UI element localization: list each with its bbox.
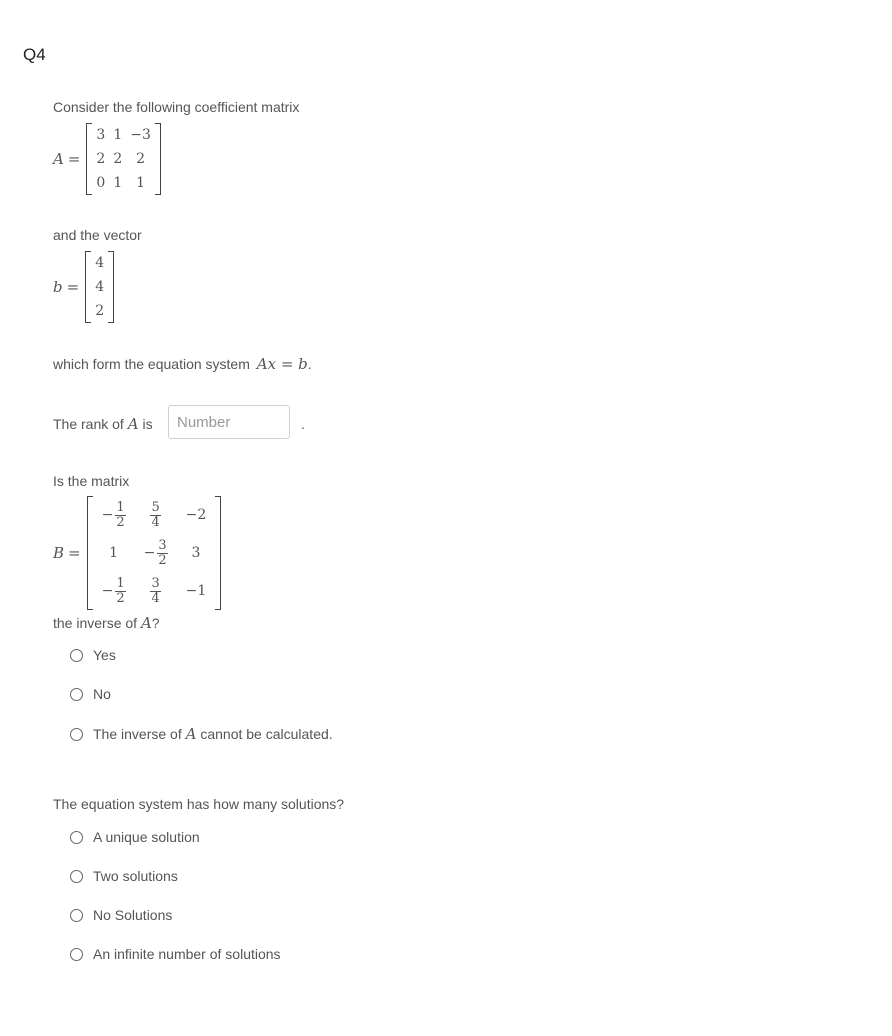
solutions-option-none[interactable] [70,907,172,923]
matrix-B-cell: −2 [185,507,207,523]
matrix-A-cell: 1 [136,175,146,191]
option-label: Two solutions [93,868,178,884]
inverse-option-yes[interactable] [70,647,116,663]
radio-button[interactable] [70,728,83,741]
matrix-B-cell: −1 [185,583,207,599]
solutions-option-two[interactable] [70,868,178,884]
equals-sign: = [66,278,80,296]
vector-b-cell: 4 [95,279,105,295]
rank-symbol: A [127,415,139,433]
vector-b-equation [53,251,114,323]
option-label: An infinite number of solutions [93,946,281,962]
rank-trailing-period: . [301,416,305,432]
matrix-B-cell: $\frac{5}{4}$ [151,499,160,530]
option-label: Yes [93,647,116,663]
matrix-A-cell: 2 [136,151,146,167]
after-symbol: A [140,614,152,632]
option-label: No Solutions [93,907,173,923]
matrix-A-cell: 3 [96,127,106,143]
equals-sign: = [68,544,81,562]
vector-b-cell: 4 [95,255,105,271]
matrix-B-cell: − $\frac{1}{2}$ [101,575,125,606]
inverse-option-cannot[interactable] [70,725,333,743]
vector-b-cell: 2 [95,303,105,319]
matrix-B-symbol: B [53,544,65,562]
system-sentence [53,355,312,373]
matrix-A-cell: 1 [113,175,123,191]
matrix-B-equation [53,496,221,610]
system-text: which form the equation system [53,356,250,372]
inverse-of-text [53,614,160,632]
rank-question [53,415,153,433]
system-equation: Ax = b [256,355,308,373]
option-label: A unique solution [93,829,200,845]
matrix-A-cell: −3 [130,127,151,143]
matrix-A-equation [53,123,161,195]
matrix-A [86,123,160,195]
radio-button[interactable] [70,948,83,961]
solutions-option-infinite[interactable] [70,946,281,962]
solutions-option-unique[interactable] [70,829,200,845]
radio-button[interactable] [70,649,83,662]
matrix-B-cell: − $\frac{1}{2}$ [101,499,125,530]
system-end: . [307,356,312,372]
radio-button[interactable] [70,688,83,701]
matrix-B-cell: 3 [191,545,201,561]
matrix-B-cell: 1 [109,545,119,561]
inverse-option-no[interactable] [70,686,111,702]
matrix-A-symbol: A [53,150,64,168]
vector-text: and the vector [53,227,142,243]
rank-number-input[interactable] [168,405,290,439]
radio-button[interactable] [70,870,83,883]
after-suffix: ? [151,615,160,631]
equals-sign: = [67,150,81,168]
rank-suffix: is [142,416,153,432]
radio-button[interactable] [70,831,83,844]
after-prefix: the inverse of [53,615,138,631]
matrix-B-cell: − $\frac{3}{2}$ [143,537,167,568]
vector-b-symbol: b [53,278,63,296]
solutions-question-text: The equation system has how many solutions? [53,796,345,812]
inverse-question-text: Is the matrix [53,473,130,489]
matrix-B [87,496,222,610]
rank-prefix: The rank of [53,416,124,432]
radio-button[interactable] [70,909,83,922]
option-label: No [93,686,111,702]
matrix-A-cell: 2 [113,151,123,167]
matrix-A-cell: 0 [96,175,106,191]
matrix-B-cell: $\frac{3}{4}$ [151,575,160,606]
option-label: The inverse of A cannot be calculated. [93,725,333,743]
matrix-A-cell: 1 [113,127,123,143]
vector-b [85,251,114,323]
matrix-A-cell: 2 [96,151,106,167]
consider-text: Consider the following coefficient matrix [53,99,300,115]
question-title: Q4 [23,45,46,64]
